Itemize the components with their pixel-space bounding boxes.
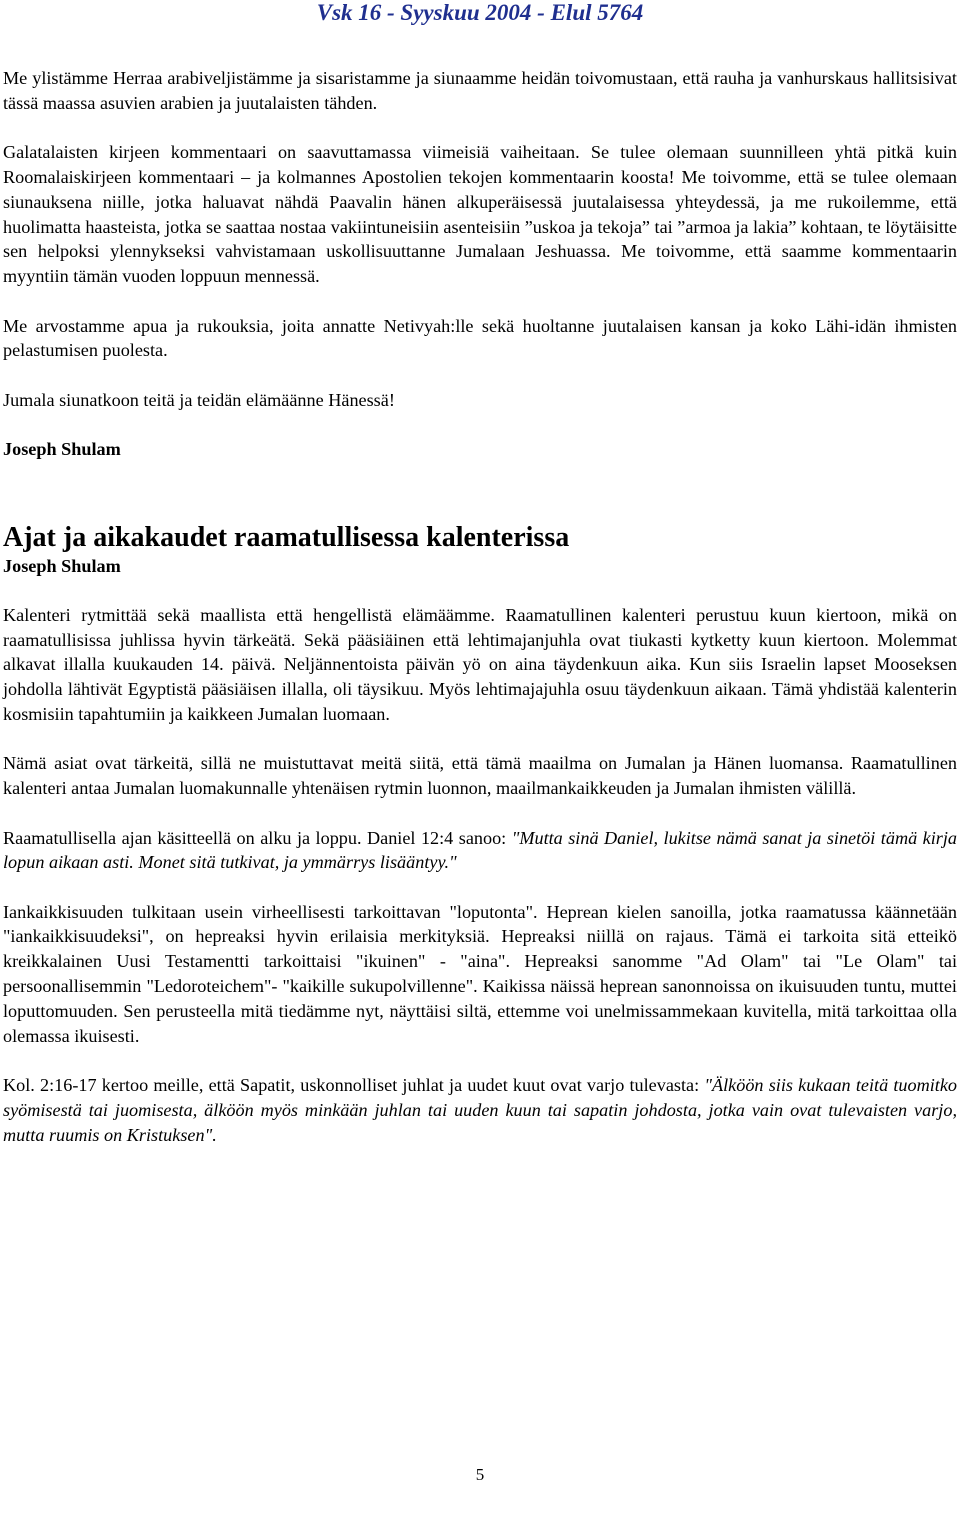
article-paragraph-creation: Nämä asiat ovat tärkeitä, sillä ne muistuttavat meitä siitä, että tämä maailma on Jumalan ja Hänen luomansa. Raamatullinen kalenteri antaa Jumalan luomakunnalle yhtenäisen rytmin luonnon, maailmankaikkeuden ja Jumalan ihmisten välillä.	[3, 753, 957, 799]
support-paragraph: Me arvostamme apua ja rukouksia, joita annatte Netivyah:lle sekä huoltanne juutalaisen kansan ja koko Lähi-idän ihmisten pelastumisen puolesta.	[3, 315, 957, 361]
blessing-paragraph: Jumala siunatkoon teitä ja teidän elämäänne Hänessä!	[3, 389, 395, 410]
article-title: Ajat ja aikakaudet raamatullisessa kalenterissa	[3, 521, 570, 553]
article-paragraph-daniel	[3, 826, 957, 876]
page-number: 5	[475, 1465, 485, 1484]
article-paragraph-colossians	[3, 1073, 957, 1147]
page-content	[3, 66, 957, 1147]
commentary-paragraph: Galatalaisten kirjeen kommentaari on saavuttamassa viimeisiä vaiheitaan. Se tulee olemaan suunnilleen yhtä pitkä kuin Roomalaiskirjeen kommentaari – ja kolmannes Apostolien tekojen kommentaarin koosta! Me toivomme, että se tulee olemaan siunauksena niille, jotka haluavat nähdä Paavalin hänen alkuperäisessä juutalaisessa yhteydessä, ja me rukoilemme, että huolimatta haasteista, jotka se saattaa nostaa vakiintuneisiin asenteisiin ”uskoa ja tekoja” tai ”armoa ja lakia” kohtaan, te löytäisitte sen helpoksi ylennykseksi vahvistamaan uskollisuuttanne Jumalaan Jeshuassa. Me toivomme, että saamme kommentaarin myyntiin tämän vuoden loppuun mennessä.	[3, 142, 958, 287]
colossians-lead-text: Kol. 2:16-17 kertoo meille, että Sapatit, uskonnolliset juhlat ja uudet kuut ovat varjo tulevasta:	[3, 1075, 705, 1096]
colossians-quote: "Älköön siis kukaan teitä tuomitko syömisestä tai juomisesta, älköön myös minkään juhlan tai uuden kuun tai sapatin johdosta, jotka vain ovat tulevaisten varjo, mutta ruumis on Kristuksen".	[3, 1075, 957, 1145]
article-paragraph-eternity: Iankaikkisuuden tulkitaan usein virheellisesti tarkoittavan "loputonta". Heprean kielen sanoilla, jotka raamatussa käännetään "iankaikkisuudeksi", on hepreaksi hyvin erilaisia merkityksiä. Hepreaksi niillä on rajaus. Tämä ei tarkoita sitä etteikö kreikkalainen Uusi Testamentti tarkoittaisi "ikuinen" - "aina". Hepreaksi sanomme "Ad Olam" tai "Le Olam" tai persoonallisemmin "Ledoroteichem"- "kaikille sukupolvillenne". Kaikissa näissä heprean sanonnoissa on ikuisuuden tuntu, muttei loputtomuuden. Sen perusteella mitä tiedämme nyt, näyttäisi siltä, ettemme voi unelmissammekaan kuvitella, mitä tarkoittaa olla olemassa ikuisesti.	[3, 901, 957, 1046]
daniel-quote: "Mutta sinä Daniel, lukitse nämä sanat ja sinetöi tämä kirja lopun aikaan asti. Monet sitä tutkivat, ja ymmärrys lisääntyy."	[3, 827, 957, 873]
signature: Joseph Shulam	[3, 439, 121, 460]
article-paragraph-calendar: Kalenteri rytmittää sekä maallista että hengellistä elämäämme. Raamatullinen kalenteri perustuu kuun kiertoon, mikä on raamatullisissa juhlissa hyvin tärkeätä. Sekä pääsiäinen että lehtimajanjuhla ovat tiukasti kytketty kuun kiertoon. Molemmat alkavat illalla kuukauden 14. päivä. Neljännentoista päivän yö on aina täydenkuun aika. Kun siis Israelin lapset Mooseksen johdolla lähtivät Egyptistä pääsiäisen illalla, oli täysikuu. Myös lehtimajajuhla osuu täydenkuun aikaan. Tämä yhdistää kalenterin kosmisiin tapahtumiin ja kaikkeen Jumalan luomaan.	[3, 604, 957, 724]
page-header: Vsk 16 - Syyskuu 2004 - Elul 5764	[316, 0, 644, 25]
article-author: Joseph Shulam	[3, 555, 121, 576]
prayer-paragraph: Me ylistämme Herraa arabiveljistämme ja sisaristamme ja siunaamme heidän toivomustaan, että rauha ja vanhurskaus hallitsisivat tässä maassa asuvien arabien ja juutalaisten tähden.	[3, 68, 957, 113]
daniel-lead-text: Raamatullisella ajan käsitteellä on alku ja loppu. Daniel 12:4 sanoo:	[3, 827, 512, 848]
